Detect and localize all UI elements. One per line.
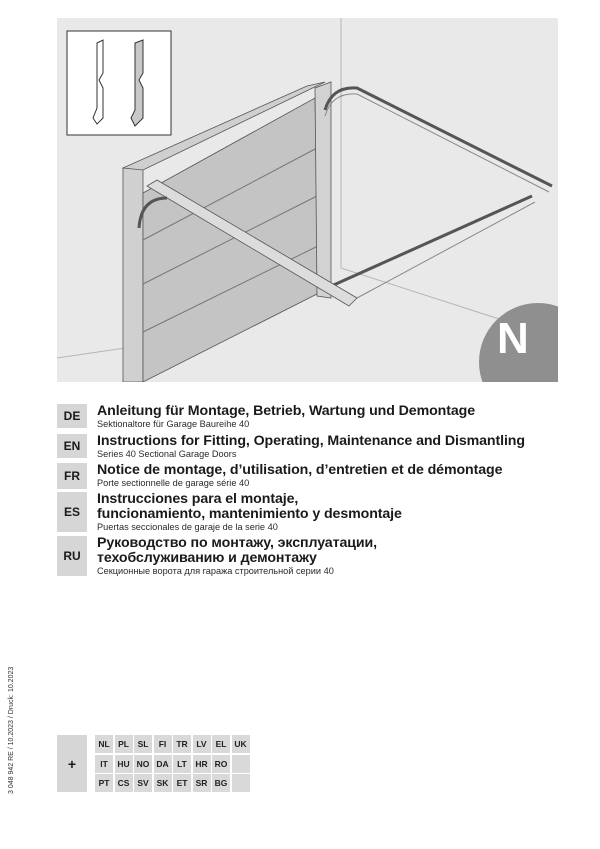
cover-illustration	[57, 18, 558, 382]
language-subtitle: Porte sectionnelle de garage série 40	[97, 478, 250, 488]
language-code-cell	[232, 755, 250, 773]
language-title: Instructions for Fitting, Operating, Maintenance and Dismantling	[97, 433, 525, 449]
language-code-cell: HR	[193, 755, 211, 773]
language-entry-en	[57, 434, 558, 458]
language-code-cell: HU	[115, 755, 133, 773]
more-languages-plus: +	[57, 735, 87, 792]
language-code-cell: FI	[154, 735, 172, 753]
language-title: Instrucciones para el montaje, funcionamiento, mantenimiento y desmontaje	[97, 491, 402, 522]
more-languages-grid	[95, 735, 250, 792]
language-code-cell: NL	[95, 735, 113, 753]
language-code-cell: SV	[134, 774, 152, 792]
language-code-cell: DA	[154, 755, 172, 773]
language-code: ES	[57, 492, 87, 532]
language-subtitle: Sektionaltore für Garage Baureihe 40	[97, 419, 250, 429]
language-code: DE	[57, 404, 87, 428]
language-code-cell: PL	[115, 735, 133, 753]
language-entry-es	[57, 492, 558, 532]
language-code-cell: CS	[115, 774, 133, 792]
language-subtitle: Series 40 Sectional Garage Doors	[97, 449, 237, 459]
language-code-cell: TR	[173, 735, 191, 753]
language-code-cell: ET	[173, 774, 191, 792]
language-title: Notice de montage, d’utilisation, d’entretien et de démontage	[97, 462, 503, 478]
language-code-cell: SK	[154, 774, 172, 792]
language-code: EN	[57, 434, 87, 458]
language-code-cell	[232, 774, 250, 792]
language-code-cell: SL	[134, 735, 152, 753]
language-code-cell: PT	[95, 774, 113, 792]
language-code-cell: LV	[193, 735, 211, 753]
language-code-cell: RO	[212, 755, 230, 773]
language-subtitle: Puertas seccionales de garaje de la serie 40	[97, 522, 278, 532]
garage-door-drawing	[57, 18, 558, 382]
language-code-cell: UK	[232, 735, 250, 753]
language-title: Руководство по монтажу, эксплуатации, техобслуживанию и демонтажу	[97, 535, 377, 566]
language-code-cell: IT	[95, 755, 113, 773]
language-subtitle: Секционные ворота для гаража строительной серии 40	[97, 566, 334, 576]
language-code: RU	[57, 536, 87, 576]
language-entry-ru	[57, 536, 558, 576]
language-code-cell: BG	[212, 774, 230, 792]
language-code-cell: LT	[173, 755, 191, 773]
language-entry-fr	[57, 463, 558, 489]
badge-letter: N	[497, 314, 529, 363]
language-entry-de	[57, 404, 558, 428]
language-code-cell: NO	[134, 755, 152, 773]
language-code-cell: SR	[193, 774, 211, 792]
language-code-cell: EL	[212, 735, 230, 753]
print-code: 3 048 942 RE / 10.2023 / Druck: 10.2023	[8, 666, 15, 794]
language-title: Anleitung für Montage, Betrieb, Wartung und Demontage	[97, 403, 476, 419]
language-code: FR	[57, 463, 87, 489]
